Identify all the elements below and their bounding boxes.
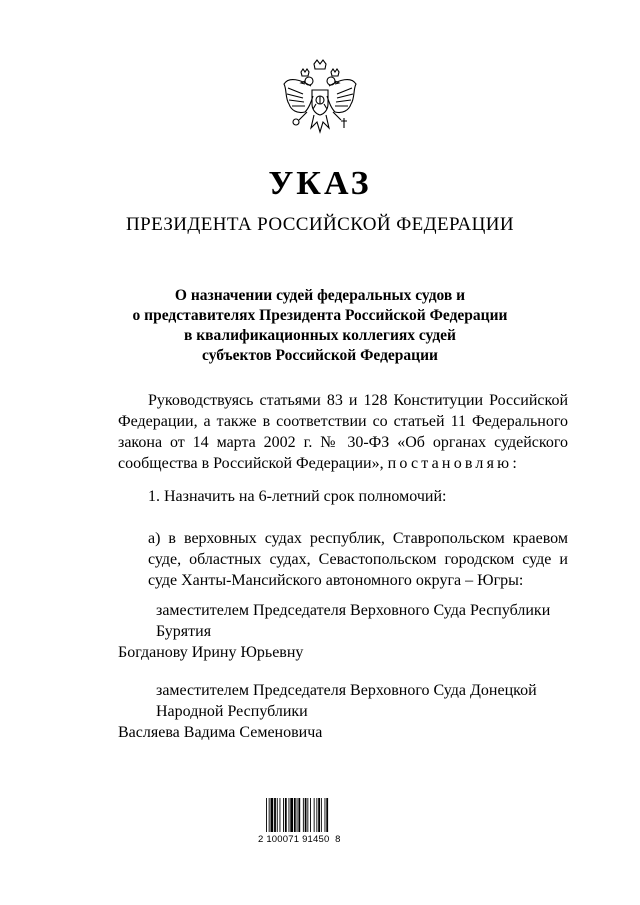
coat-of-arms-icon <box>281 58 359 142</box>
appointment-position: заместителем Председателя Верховного Суда Донецкой <box>156 682 537 699</box>
appointment-person: Васляева Вадима Семеновича <box>118 724 323 741</box>
appointment <box>118 680 537 743</box>
decree-title-line: О назначении судей федеральных судов и <box>174 287 466 304</box>
item-1: 1. Назначить на 6-летний срок полномочий: <box>148 488 447 505</box>
barcode-icon <box>264 798 352 832</box>
decree-title <box>0 286 640 366</box>
decree-title-line: о представителях Президента Российской Федерации <box>132 307 508 324</box>
barcode-number: 2 100071 91450 8 <box>258 834 341 845</box>
decree-title-line: субъектов Российской Федерации <box>202 347 438 364</box>
document-title: УКАЗ <box>268 165 372 202</box>
decree-word: постановляю: <box>387 455 520 472</box>
appointment <box>118 600 550 663</box>
appointment-position: Народной Республики <box>156 703 308 720</box>
appointment-person: Богданову Ирину Юрьевну <box>118 644 304 661</box>
preamble-text: Руководствуясь статьями 83 и 128 Конституции Российской Федерации, а также в соответствии со статьей 11 Федерального закона от 14 марта 2002 г. № 30-ФЗ «Об органах судейского сообщества в Российской Федерации», <box>118 392 568 472</box>
item-a-text: а) в верховных судах республик, Ставропольском краевом суде, областных судах, Севастопольском городском суде и суде Ханты-Мансийского автономного округа – Югры: <box>148 530 568 589</box>
appointment-position: Бурятия <box>156 623 212 640</box>
decree-title-line: в квалификационных коллегиях судей <box>184 327 456 344</box>
document-subtitle: ПРЕЗИДЕНТА РОССИЙСКОЙ ФЕДЕРАЦИИ <box>126 214 514 235</box>
item-a <box>118 528 568 591</box>
appointment-position: заместителем Председателя Верховного Суда Республики <box>156 602 551 619</box>
preamble-paragraph <box>118 390 568 474</box>
